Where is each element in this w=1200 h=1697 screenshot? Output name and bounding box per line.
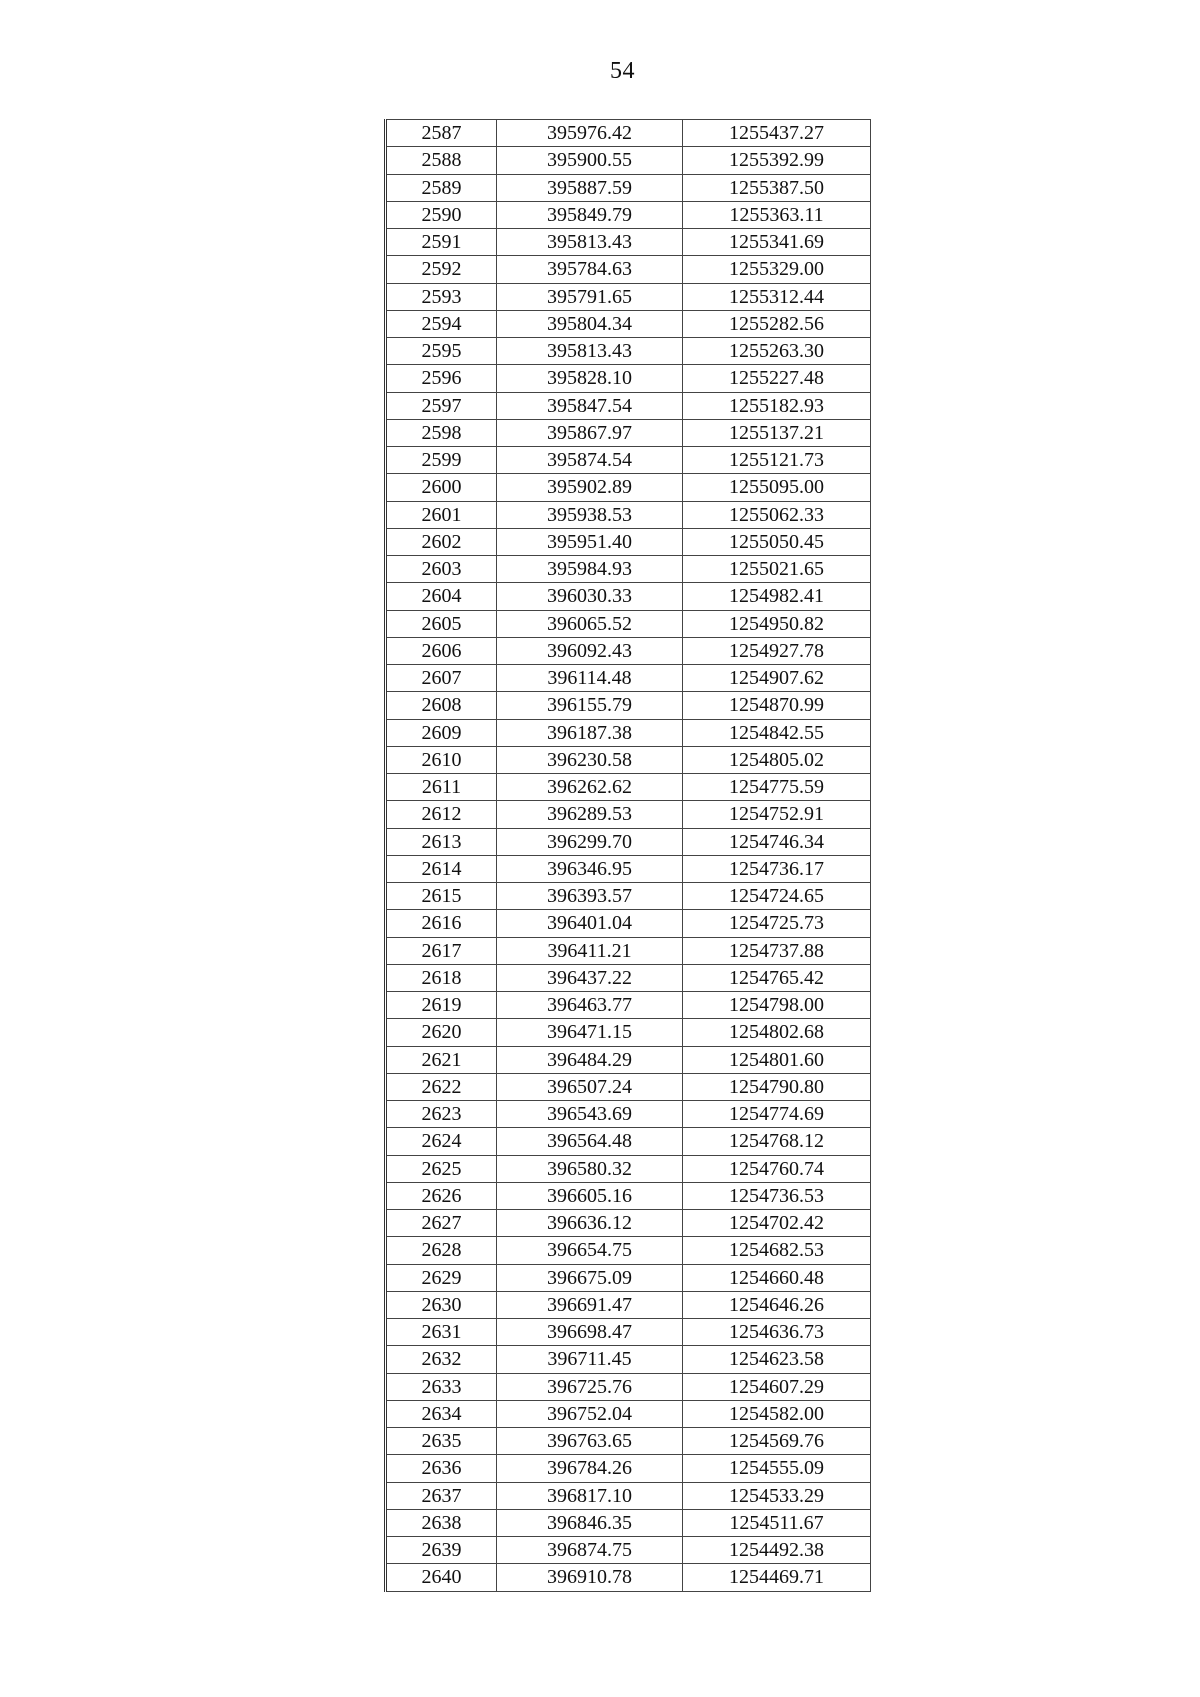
table-row — [386, 774, 871, 801]
point-number-cell: 2606 — [386, 637, 497, 664]
y-coordinate-cell: 1255227.48 — [683, 365, 871, 392]
table-row — [386, 1428, 871, 1455]
x-coordinate-cell: 395902.89 — [497, 474, 683, 501]
x-coordinate-cell: 396691.47 — [497, 1291, 683, 1318]
x-coordinate-cell: 395874.54 — [497, 447, 683, 474]
table-row — [386, 828, 871, 855]
point-number-cell: 2608 — [386, 692, 497, 719]
table-row — [386, 1046, 871, 1073]
x-coordinate-cell: 395813.43 — [497, 338, 683, 365]
point-number-cell: 2632 — [386, 1346, 497, 1373]
y-coordinate-cell: 1254802.68 — [683, 1019, 871, 1046]
point-number-cell: 2615 — [386, 883, 497, 910]
y-coordinate-cell: 1255121.73 — [683, 447, 871, 474]
y-coordinate-cell: 1254607.29 — [683, 1373, 871, 1400]
x-coordinate-cell: 396910.78 — [497, 1564, 683, 1591]
x-coordinate-cell: 396437.22 — [497, 964, 683, 991]
y-coordinate-cell: 1255137.21 — [683, 419, 871, 446]
y-coordinate-cell: 1254927.78 — [683, 637, 871, 664]
page-number: 54 — [610, 58, 635, 84]
point-number-cell: 2593 — [386, 283, 497, 310]
point-number-cell: 2596 — [386, 365, 497, 392]
y-coordinate-cell: 1254768.12 — [683, 1128, 871, 1155]
table-row — [386, 174, 871, 201]
x-coordinate-cell: 396393.57 — [497, 883, 683, 910]
point-number-cell: 2639 — [386, 1537, 497, 1564]
table-row — [386, 692, 871, 719]
point-number-cell: 2588 — [386, 147, 497, 174]
y-coordinate-cell: 1255021.65 — [683, 556, 871, 583]
x-coordinate-cell: 396262.62 — [497, 774, 683, 801]
point-number-cell: 2601 — [386, 501, 497, 528]
table-row — [386, 855, 871, 882]
point-number-cell: 2603 — [386, 556, 497, 583]
table-row — [386, 1210, 871, 1237]
point-number-cell: 2600 — [386, 474, 497, 501]
table-row — [386, 1073, 871, 1100]
coordinates-table — [384, 119, 871, 1592]
point-number-cell: 2630 — [386, 1291, 497, 1318]
table-row — [386, 1019, 871, 1046]
table-row — [386, 1182, 871, 1209]
table-row — [386, 1155, 871, 1182]
x-coordinate-cell: 395867.97 — [497, 419, 683, 446]
y-coordinate-cell: 1254736.53 — [683, 1182, 871, 1209]
table-row — [386, 120, 871, 147]
y-coordinate-cell: 1254765.42 — [683, 964, 871, 991]
y-coordinate-cell: 1255263.30 — [683, 338, 871, 365]
table-row — [386, 583, 871, 610]
point-number-cell: 2590 — [386, 201, 497, 228]
y-coordinate-cell: 1254752.91 — [683, 801, 871, 828]
table-row — [386, 338, 871, 365]
y-coordinate-cell: 1255341.69 — [683, 229, 871, 256]
x-coordinate-cell: 395887.59 — [497, 174, 683, 201]
point-number-cell: 2613 — [386, 828, 497, 855]
point-number-cell: 2602 — [386, 528, 497, 555]
table-row — [386, 501, 871, 528]
table-row — [386, 1264, 871, 1291]
y-coordinate-cell: 1254774.69 — [683, 1101, 871, 1128]
x-coordinate-cell: 396636.12 — [497, 1210, 683, 1237]
y-coordinate-cell: 1255437.27 — [683, 120, 871, 147]
y-coordinate-cell: 1254582.00 — [683, 1400, 871, 1427]
point-number-cell: 2627 — [386, 1210, 497, 1237]
y-coordinate-cell: 1255095.00 — [683, 474, 871, 501]
x-coordinate-cell: 395938.53 — [497, 501, 683, 528]
table-row — [386, 556, 871, 583]
y-coordinate-cell: 1254511.67 — [683, 1509, 871, 1536]
point-number-cell: 2624 — [386, 1128, 497, 1155]
y-coordinate-cell: 1254569.76 — [683, 1428, 871, 1455]
y-coordinate-cell: 1254805.02 — [683, 746, 871, 773]
point-number-cell: 2638 — [386, 1509, 497, 1536]
x-coordinate-cell: 396507.24 — [497, 1073, 683, 1100]
x-coordinate-cell: 395847.54 — [497, 392, 683, 419]
point-number-cell: 2640 — [386, 1564, 497, 1591]
x-coordinate-cell: 396698.47 — [497, 1319, 683, 1346]
y-coordinate-cell: 1254636.73 — [683, 1319, 871, 1346]
x-coordinate-cell: 396784.26 — [497, 1455, 683, 1482]
point-number-cell: 2609 — [386, 719, 497, 746]
table-row — [386, 964, 871, 991]
x-coordinate-cell: 396725.76 — [497, 1373, 683, 1400]
x-coordinate-cell: 395984.93 — [497, 556, 683, 583]
x-coordinate-cell: 395900.55 — [497, 147, 683, 174]
y-coordinate-cell: 1254646.26 — [683, 1291, 871, 1318]
point-number-cell: 2619 — [386, 992, 497, 1019]
x-coordinate-cell: 396471.15 — [497, 1019, 683, 1046]
y-coordinate-cell: 1255312.44 — [683, 283, 871, 310]
point-number-cell: 2594 — [386, 310, 497, 337]
point-number-cell: 2604 — [386, 583, 497, 610]
point-number-cell: 2597 — [386, 392, 497, 419]
x-coordinate-cell: 396230.58 — [497, 746, 683, 773]
y-coordinate-cell: 1254492.38 — [683, 1537, 871, 1564]
point-number-cell: 2611 — [386, 774, 497, 801]
y-coordinate-cell: 1254724.65 — [683, 883, 871, 910]
point-number-cell: 2591 — [386, 229, 497, 256]
y-coordinate-cell: 1254682.53 — [683, 1237, 871, 1264]
y-coordinate-cell: 1254725.73 — [683, 910, 871, 937]
table-row — [386, 447, 871, 474]
point-number-cell: 2621 — [386, 1046, 497, 1073]
x-coordinate-cell: 396711.45 — [497, 1346, 683, 1373]
x-coordinate-cell: 396817.10 — [497, 1482, 683, 1509]
table-row — [386, 665, 871, 692]
x-coordinate-cell: 395804.34 — [497, 310, 683, 337]
point-number-cell: 2629 — [386, 1264, 497, 1291]
table-row — [386, 256, 871, 283]
x-coordinate-cell: 396654.75 — [497, 1237, 683, 1264]
table-row — [386, 1509, 871, 1536]
x-coordinate-cell: 396484.29 — [497, 1046, 683, 1073]
table-row — [386, 637, 871, 664]
y-coordinate-cell: 1254982.41 — [683, 583, 871, 610]
point-number-cell: 2595 — [386, 338, 497, 365]
x-coordinate-cell: 395791.65 — [497, 283, 683, 310]
table-row — [386, 1455, 871, 1482]
point-number-cell: 2614 — [386, 855, 497, 882]
point-number-cell: 2605 — [386, 610, 497, 637]
table-row — [386, 937, 871, 964]
point-number-cell: 2625 — [386, 1155, 497, 1182]
point-number-cell: 2637 — [386, 1482, 497, 1509]
x-coordinate-cell: 396752.04 — [497, 1400, 683, 1427]
table-row — [386, 992, 871, 1019]
y-coordinate-cell: 1254775.59 — [683, 774, 871, 801]
x-coordinate-cell: 396605.16 — [497, 1182, 683, 1209]
point-number-cell: 2634 — [386, 1400, 497, 1427]
point-number-cell: 2628 — [386, 1237, 497, 1264]
x-coordinate-cell: 396346.95 — [497, 855, 683, 882]
point-number-cell: 2636 — [386, 1455, 497, 1482]
table-body — [386, 120, 871, 1592]
y-coordinate-cell: 1254469.71 — [683, 1564, 871, 1591]
x-coordinate-cell: 395976.42 — [497, 120, 683, 147]
y-coordinate-cell: 1254801.60 — [683, 1046, 871, 1073]
table-row — [386, 1373, 871, 1400]
point-number-cell: 2623 — [386, 1101, 497, 1128]
y-coordinate-cell: 1254660.48 — [683, 1264, 871, 1291]
y-coordinate-cell: 1255050.45 — [683, 528, 871, 555]
y-coordinate-cell: 1254907.62 — [683, 665, 871, 692]
x-coordinate-cell: 396543.69 — [497, 1101, 683, 1128]
point-number-cell: 2592 — [386, 256, 497, 283]
table-row — [386, 528, 871, 555]
point-number-cell: 2620 — [386, 1019, 497, 1046]
point-number-cell: 2607 — [386, 665, 497, 692]
point-number-cell: 2633 — [386, 1373, 497, 1400]
y-coordinate-cell: 1254760.74 — [683, 1155, 871, 1182]
x-coordinate-cell: 395784.63 — [497, 256, 683, 283]
x-coordinate-cell: 396092.43 — [497, 637, 683, 664]
y-coordinate-cell: 1254736.17 — [683, 855, 871, 882]
table-row — [386, 147, 871, 174]
x-coordinate-cell: 396463.77 — [497, 992, 683, 1019]
y-coordinate-cell: 1255363.11 — [683, 201, 871, 228]
y-coordinate-cell: 1254842.55 — [683, 719, 871, 746]
y-coordinate-cell: 1254790.80 — [683, 1073, 871, 1100]
y-coordinate-cell: 1254737.88 — [683, 937, 871, 964]
table-row — [386, 1128, 871, 1155]
table-row — [386, 229, 871, 256]
x-coordinate-cell: 395951.40 — [497, 528, 683, 555]
y-coordinate-cell: 1255387.50 — [683, 174, 871, 201]
y-coordinate-cell: 1255182.93 — [683, 392, 871, 419]
table-row — [386, 1482, 871, 1509]
x-coordinate-cell: 396187.38 — [497, 719, 683, 746]
y-coordinate-cell: 1254555.09 — [683, 1455, 871, 1482]
y-coordinate-cell: 1255282.56 — [683, 310, 871, 337]
table-row — [386, 201, 871, 228]
x-coordinate-cell: 396874.75 — [497, 1537, 683, 1564]
x-coordinate-cell: 396030.33 — [497, 583, 683, 610]
y-coordinate-cell: 1254950.82 — [683, 610, 871, 637]
x-coordinate-cell: 396763.65 — [497, 1428, 683, 1455]
x-coordinate-cell: 396411.21 — [497, 937, 683, 964]
table-row — [386, 1564, 871, 1591]
x-coordinate-cell: 396580.32 — [497, 1155, 683, 1182]
point-number-cell: 2616 — [386, 910, 497, 937]
table-row — [386, 746, 871, 773]
y-coordinate-cell: 1254798.00 — [683, 992, 871, 1019]
x-coordinate-cell: 395828.10 — [497, 365, 683, 392]
point-number-cell: 2618 — [386, 964, 497, 991]
table-row — [386, 610, 871, 637]
point-number-cell: 2617 — [386, 937, 497, 964]
x-coordinate-cell: 396114.48 — [497, 665, 683, 692]
y-coordinate-cell: 1254702.42 — [683, 1210, 871, 1237]
point-number-cell: 2598 — [386, 419, 497, 446]
point-number-cell: 2587 — [386, 120, 497, 147]
y-coordinate-cell: 1254623.58 — [683, 1346, 871, 1373]
table-row — [386, 365, 871, 392]
table-row — [386, 1346, 871, 1373]
x-coordinate-cell: 396289.53 — [497, 801, 683, 828]
x-coordinate-cell: 396675.09 — [497, 1264, 683, 1291]
x-coordinate-cell: 396299.70 — [497, 828, 683, 855]
x-coordinate-cell: 396846.35 — [497, 1509, 683, 1536]
table-row — [386, 1101, 871, 1128]
table-row — [386, 719, 871, 746]
table-row — [386, 910, 871, 937]
table-row — [386, 883, 871, 910]
table-row — [386, 1291, 871, 1318]
table-row — [386, 474, 871, 501]
y-coordinate-cell: 1254870.99 — [683, 692, 871, 719]
x-coordinate-cell: 396564.48 — [497, 1128, 683, 1155]
point-number-cell: 2589 — [386, 174, 497, 201]
y-coordinate-cell: 1255062.33 — [683, 501, 871, 528]
x-coordinate-cell: 396401.04 — [497, 910, 683, 937]
table-row — [386, 392, 871, 419]
table-row — [386, 1237, 871, 1264]
point-number-cell: 2599 — [386, 447, 497, 474]
table-row — [386, 283, 871, 310]
x-coordinate-cell: 396155.79 — [497, 692, 683, 719]
table-row — [386, 1319, 871, 1346]
table-row — [386, 1400, 871, 1427]
y-coordinate-cell: 1255392.99 — [683, 147, 871, 174]
table-row — [386, 310, 871, 337]
x-coordinate-cell: 395813.43 — [497, 229, 683, 256]
table-row — [386, 801, 871, 828]
point-number-cell: 2612 — [386, 801, 497, 828]
table-row — [386, 1537, 871, 1564]
point-number-cell: 2610 — [386, 746, 497, 773]
x-coordinate-cell: 396065.52 — [497, 610, 683, 637]
x-coordinate-cell: 395849.79 — [497, 201, 683, 228]
point-number-cell: 2635 — [386, 1428, 497, 1455]
y-coordinate-cell: 1254746.34 — [683, 828, 871, 855]
point-number-cell: 2622 — [386, 1073, 497, 1100]
point-number-cell: 2626 — [386, 1182, 497, 1209]
y-coordinate-cell: 1255329.00 — [683, 256, 871, 283]
point-number-cell: 2631 — [386, 1319, 497, 1346]
y-coordinate-cell: 1254533.29 — [683, 1482, 871, 1509]
table-row — [386, 419, 871, 446]
